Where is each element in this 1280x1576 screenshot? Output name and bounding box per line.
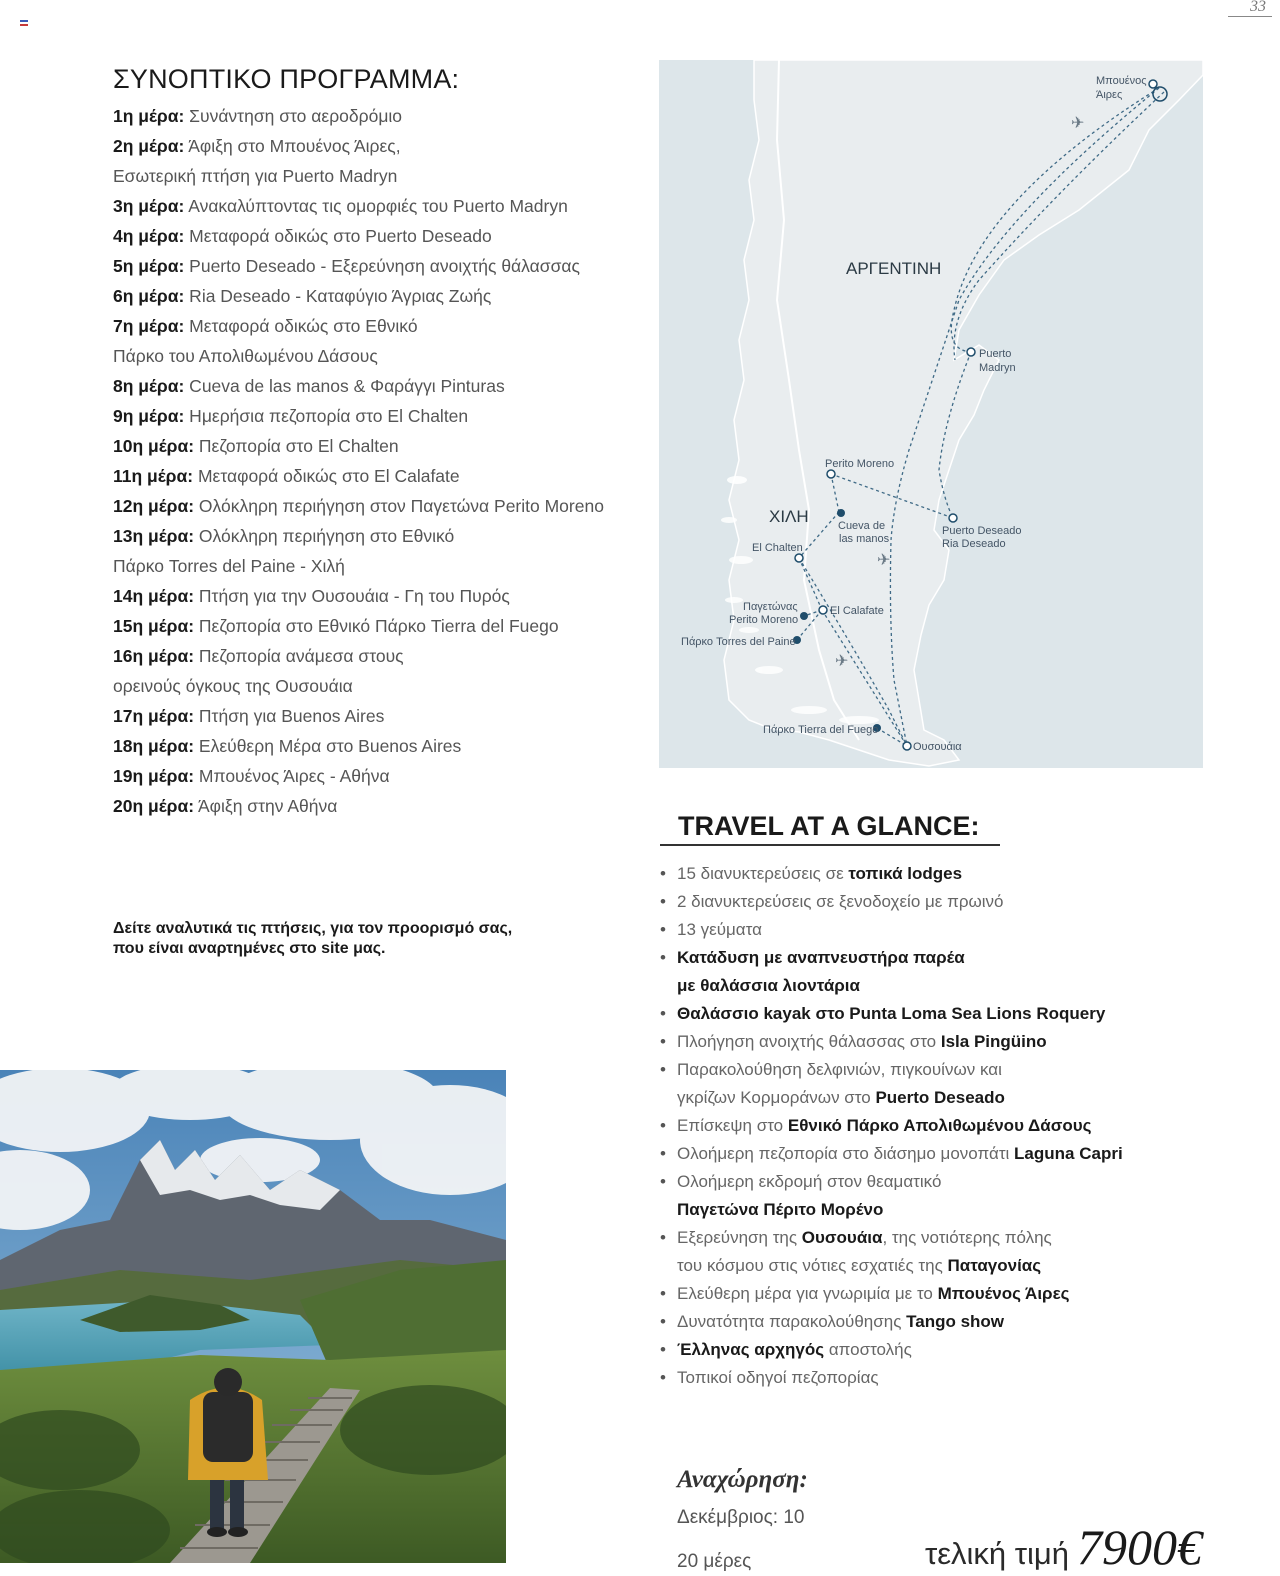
map-country-label: ΧΙΛΗ [769,507,809,526]
glance-item [660,860,1220,888]
glance-item-bullet: • [660,920,666,939]
program-day-label: 8η μέρα: [113,376,185,396]
glance-item-bold: Θαλάσσιο kayak στο Punta Loma Sea Lions Roquery [677,1004,1106,1023]
program-day-item [113,611,643,641]
program-day-item [113,731,643,761]
program-day-text: Ελεύθερη Μέρα στο Buenos Aires [194,736,462,756]
glance-item-bullet: • [660,1228,666,1247]
map-label: El Chalten [752,542,803,554]
program-day-label: 11η μέρα: [113,466,194,486]
program-day-text: Πτήση για την Ουσουάια - Γη του Πυρός [194,586,510,606]
glance-item-pre: Επίσκεψη στο [677,1116,788,1135]
map-label: Ria Deseado [942,538,1006,550]
glance-item-pre: 13 γεύματα [677,920,762,939]
program-day-text: Puerto Deseado - Εξερεύνηση ανοιχτής θάλασσας [184,256,580,276]
program-day-label: 10η μέρα: [113,436,195,456]
program-day-text: Μεταφορά οδικώς στο Puerto Deseado [184,226,492,246]
program-day-label: 1η μέρα: [113,106,185,126]
program-day-text: Μεταφορά οδικώς στο El Calafate [193,466,460,486]
map-point-el-chalten [795,554,803,562]
glance-item [660,916,1220,944]
glance-item [660,1168,1220,1196]
map-label: Πάρκο Torres del Paine [681,636,796,648]
program-day-text: Πάρκο του Απολιθωμένου Δάσους [113,346,378,366]
glance-item [660,1224,1220,1252]
program-day-item [113,491,643,521]
glance-item-pre: 15 διανυκτερεύσεις σε [677,864,849,883]
route-map [659,60,1203,768]
glance-item-bullet: • [660,948,666,967]
glance-item-pre: Εξερεύνηση της [677,1228,802,1247]
program-day-item [113,761,643,791]
program-day-label: 18η μέρα: [113,736,195,756]
departure-date: Δεκέμβριος: 10 [677,1507,805,1528]
glance-item-bullet: • [660,864,666,883]
program-day-text: Συνάντηση στο αεροδρόμιο [184,106,403,126]
map-label: Ουσουάια [913,741,962,753]
map-point-ushuaia [903,742,911,750]
glance-item-bullet: • [660,1368,666,1387]
program-day-item [113,101,643,131]
glance-item-bold: με θαλάσσια λιοντάρια [677,976,860,995]
program-day-item [113,401,643,431]
map-label: El Calafate [830,605,884,617]
program-day-text: Ανακαλύπτοντας τις ομορφιές του Puerto Madryn [184,196,568,216]
program-day-item [113,551,643,581]
program-day-item [113,221,643,251]
glance-item-bold: Έλληνας αρχηγός [677,1340,825,1359]
glance-item-pre: Ολοήμερη πεζοπορία στο διάσημο μονοπάτι [677,1144,1015,1163]
glance-item-pre: του κόσμου στις νότιες εσχατιές της [677,1256,948,1275]
program-day-text: Ημερήσια πεζοπορία στο El Chalten [184,406,469,426]
glance-item-bold: Ουσουάια [801,1228,883,1247]
glance-item-pre: γκρίζων Κορμοράνων στο [677,1088,876,1107]
program-section [113,62,643,821]
program-day-text: Άφιξη στην Αθήνα [194,796,338,816]
glance-item-pre: Ολοήμερη εκδρομή στον θεαματικό [677,1172,942,1191]
map-label: Puerto Deseado [942,525,1022,537]
glance-item-bold: Puerto Deseado [875,1088,1005,1107]
program-list [113,101,643,821]
map-landmass [724,60,1203,766]
program-day-item [113,161,643,191]
glance-item-bullet: • [660,1340,666,1359]
glance-item [660,1112,1220,1140]
glance-item-bullet: • [660,892,666,911]
glance-item-bullet: • [660,1060,666,1079]
program-day-label: 12η μέρα: [113,496,195,516]
map-country-label: ΑΡΓΕΝΤΙΝΗ [846,259,942,278]
program-day-item [113,371,643,401]
svg-text:✈: ✈ [835,653,849,670]
program-title: ΣΥΝΟΠΤΙΚΟ ΠΡΟΓΡΑΜΜΑ: [113,64,460,94]
travel-at-a-glance [660,808,1220,1392]
glance-item [660,1252,1220,1280]
flights-note [113,919,573,959]
program-day-label: 7η μέρα: [113,316,185,336]
glance-item-bold: Μπουένος Άιρες [937,1284,1070,1303]
program-day-item [113,251,643,281]
program-day-text: Ολόκληρη περιήγηση στον Παγετώνα Perito Moreno [194,496,604,516]
program-day-text: Μπουένος Άιρες - Αθήνα [194,766,390,786]
map-label: Puerto [979,348,1012,360]
glance-item [660,1140,1220,1168]
map-label: Παγετώνας [743,601,798,613]
program-day-label: 20η μέρα: [113,796,195,816]
program-day-text: Πεζοπορία στο Εθνικό Πάρκο Tierra del Fuego [194,616,559,636]
program-day-item [113,281,643,311]
program-day-label: 16η μέρα: [113,646,195,666]
program-day-item [113,701,643,731]
map-point-el-calafate [819,606,827,614]
glance-item [660,1000,1220,1028]
program-day-text: Πτήση για Buenos Aires [194,706,385,726]
glance-item-bold: Παταγονίας [947,1256,1042,1275]
page-number: 33 [1250,0,1266,15]
flights-note-line: που είναι αναρτημένες στο site μας. [113,940,386,957]
glance-item-pre: Παρακολούθηση δελφινιών, πιγκουίνων και [677,1060,1002,1079]
glance-item-post: , της νοτιότερης πόλης [882,1228,1052,1247]
flag-icon [20,20,28,26]
program-day-text: ορεινούς όγκους της Ουσουάια [113,676,353,696]
program-day-item [113,311,643,341]
glance-item [660,888,1220,916]
program-day-text: Άφιξη στο Μπουένος Άιρες, [184,136,401,156]
glance-item [660,1196,1220,1224]
map-label: Perito Moreno [825,458,895,470]
program-day-item [113,521,643,551]
program-day-item [113,341,643,371]
trip-duration: 20 μέρες [677,1551,752,1572]
glance-item-pre: Πλοήγηση ανοιχτής θάλασσας στο [677,1032,941,1051]
map-point-glacier [800,612,808,620]
program-day-item [113,191,643,221]
glance-item [660,1028,1220,1056]
glance-title: TRAVEL AT A GLANCE: [660,808,1000,846]
program-day-text: Μεταφορά οδικώς στο Εθνικό [184,316,418,336]
glance-item-pre: 2 διανυκτερεύσεις σε ξενοδοχείο με πρωινό [677,892,1004,911]
map-point-perito-moreno [827,470,835,478]
departure-title: Αναχώρηση: [677,1466,808,1493]
map-label: Άιρες [1096,89,1123,101]
program-day-label: 2η μέρα: [113,136,185,156]
price-label: τελική τιμή [924,1536,1069,1571]
program-day-text: Πεζοπορία ανάμεσα στους [194,646,404,666]
glance-item [660,1308,1220,1336]
price-value: 7900€ [1077,1519,1202,1575]
map-point-buenos-aires [1149,80,1157,88]
program-day-item [113,791,643,821]
program-day-text: Ria Deseado - Καταφύγιο Άγριας Ζωής [184,286,492,306]
program-day-item [113,431,643,461]
glance-item-pre: Τοπικοί οδηγοί πεζοπορίας [677,1368,879,1387]
glance-item-bullet: • [660,1172,666,1191]
glance-item-bold: Κατάδυση με αναπνευστήρα παρέα [677,948,965,967]
price-block [925,1518,1202,1576]
glance-item-bullet: • [660,1284,666,1303]
glance-item-bold: Παγετώνα Πέριτο Μορένο [677,1200,884,1219]
glance-item [660,1336,1220,1364]
map-label: las manos [839,533,890,545]
glance-item-bold: Laguna Capri [1014,1144,1123,1163]
glance-item-bold: Isla Pingüino [940,1032,1047,1051]
program-day-label: 14η μέρα: [113,586,195,606]
program-day-text: Cueva de las manos & Φαράγγι Pinturas [184,376,505,396]
program-day-item [113,641,643,671]
program-day-text: Πάρκο Torres del Paine - Χιλή [113,556,345,576]
program-day-item [113,461,643,491]
program-day-text: Εσωτερική πτήση για Puerto Madryn [113,166,398,186]
program-day-item [113,131,643,161]
glance-item-post: αποστολής [824,1340,912,1359]
program-day-label: 15η μέρα: [113,616,195,636]
program-day-item [113,671,643,701]
program-day-item [113,581,643,611]
program-day-text: Ολόκληρη περιήγηση στο Εθνικό [194,526,455,546]
glance-item [660,1056,1220,1084]
flights-note-line: Δείτε αναλυτικά τις πτήσεις, για τον προορισμό σας, [113,920,513,937]
glance-item-bullet: • [660,1312,666,1331]
glance-item-bold: Εθνικό Πάρκο Απολιθωμένου Δάσους [787,1116,1092,1135]
glance-item [660,972,1220,1000]
glance-list [660,860,1220,1392]
patagonia-hiker-photo [0,1070,506,1563]
map-label: Μπουένος [1096,75,1147,87]
svg-text:✈: ✈ [877,552,891,569]
map-label: Perito Moreno [729,614,799,626]
glance-item [660,1364,1220,1392]
program-day-label: 13η μέρα: [113,526,195,546]
map-point-puerto-madryn [967,348,975,356]
glance-item-bullet: • [660,1144,666,1163]
glance-item-bullet: • [660,1032,666,1051]
glance-item [660,1084,1220,1112]
page-number-rule [1228,16,1272,17]
map-label: Πάρκο Tierra del Fuego [763,724,879,736]
svg-text:✈: ✈ [1071,115,1085,132]
map-point-cueva [837,509,845,517]
glance-item-pre: Δυνατότητα παρακολούθησης [677,1312,907,1331]
program-day-label: 4η μέρα: [113,226,185,246]
glance-item-bullet: • [660,1116,666,1135]
program-day-text: Πεζοπορία στο El Chalten [194,436,399,456]
map-label: Cueva de [838,520,886,532]
program-day-label: 3η μέρα: [113,196,185,216]
glance-item-bold: τοπικά lodges [848,864,963,883]
program-day-label: 17η μέρα: [113,706,195,726]
program-day-label: 6η μέρα: [113,286,185,306]
program-day-label: 9η μέρα: [113,406,185,426]
glance-item [660,944,1220,972]
program-day-label: 19η μέρα: [113,766,195,786]
program-day-label: 5η μέρα: [113,256,185,276]
glance-item-bullet: • [660,1004,666,1023]
glance-item-pre: Ελεύθερη μέρα για γνωριμία με το [677,1284,938,1303]
map-point-puerto-deseado [949,514,957,522]
glance-item-bold: Tango show [906,1312,1005,1331]
map-label: Madryn [979,362,1016,374]
glance-item [660,1280,1220,1308]
